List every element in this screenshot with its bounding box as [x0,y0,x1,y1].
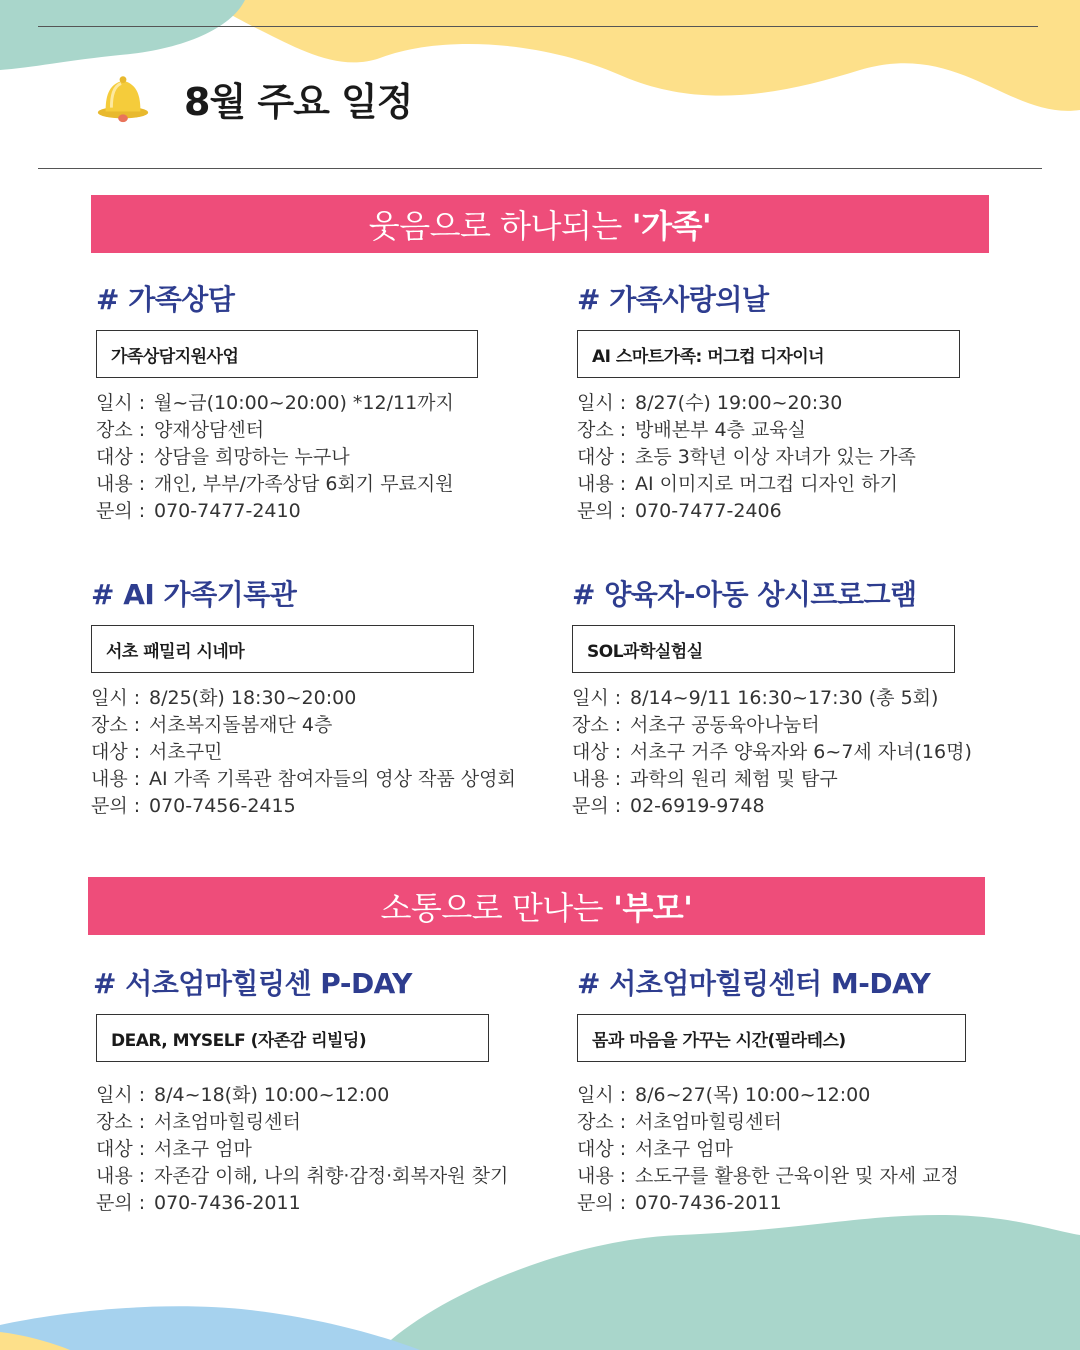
program-name-box: 서초 패밀리 시네마 [91,625,474,673]
detail-contact: 문의 : 070-7436-2011 [96,1192,301,1214]
card-family-love-day [577,282,960,525]
detail-content: 내용 : 자존감 이해, 나의 취향·감정·회복자원 찾기 [96,1165,509,1187]
detail-content: 내용 : AI 이미지로 머그컵 디자인 하기 [577,473,899,495]
card-parent-child-program [572,577,972,820]
program-name-box: AI 스마트가족: 머그컵 디자이너 [577,330,960,378]
detail-list [96,1082,508,1217]
detail-target: 대상 : 서초구 엄마 [96,1138,252,1160]
program-name-box: 가족상담지원사업 [96,330,478,378]
detail-content: 내용 : 과학의 원리 체험 및 탐구 [572,768,838,790]
card-mom-healing-m-day [577,966,966,1217]
detail-target: 대상 : 서초구 엄마 [577,1138,733,1160]
program-name-box: 몸과 마음을 가꾸는 시간(필라테스) [577,1014,966,1062]
card-title: # 양육자-아동 상시프로그램 [572,578,917,611]
program-name-box: SOL과학실험실 [572,625,955,673]
detail-list [577,1082,966,1217]
detail-contact: 문의 : 070-7477-2410 [96,500,301,522]
detail-contact: 문의 : 070-7436-2011 [577,1192,782,1214]
card-title: # 서초엄마힐링센 P-DAY [93,967,412,1000]
detail-place: 장소 : 서초엄마힐링센터 [577,1111,782,1133]
detail-list [96,390,478,525]
program-name-box: DEAR, MYSELF (자존감 리빌딩) [96,1014,489,1062]
card-ai-family-archive [91,577,516,820]
detail-content: 내용 : 개인, 부부/가족상담 6회기 무료지원 [96,473,454,495]
detail-target: 대상 : 서초구 거주 양육자와 6~7세 자녀(16명) [572,741,972,763]
top-teal-wave [0,0,245,70]
card-family-counseling [96,282,478,525]
detail-target: 대상 : 상담을 희망하는 누구나 [96,446,350,468]
detail-contact: 문의 : 070-7477-2406 [577,500,782,522]
bell-icon [94,69,152,127]
detail-place: 장소 : 서초복지돌봄재단 4층 [91,714,333,736]
card-title: # 가족사랑의날 [577,283,769,316]
detail-target: 대상 : 초등 3학년 이상 자녀가 있는 가족 [577,446,916,468]
header-divider [38,168,1042,169]
card-mom-healing-p-day [93,966,508,1217]
section-banner-family [91,195,989,253]
detail-content: 내용 : AI 가족 기록관 참여자들의 영상 작품 상영회 [91,768,516,790]
detail-place: 장소 : 서초구 공동육아나눔터 [572,714,820,736]
detail-place: 장소 : 양재상담센터 [96,419,265,441]
banner-text: 웃음으로 하나되는 [368,207,622,245]
section-banner-parents [88,877,985,935]
detail-contact: 문의 : 02-6919-9748 [572,795,765,817]
detail-date: 일시 : 8/25(화) 18:30~20:00 [91,687,357,709]
detail-list [572,685,972,820]
detail-date: 일시 : 8/27(수) 19:00~20:30 [577,392,843,414]
page-header [94,68,412,128]
card-title: # 가족상담 [96,283,235,316]
top-divider [38,26,1038,27]
detail-date: 일시 : 8/6~27(목) 10:00~12:00 [577,1084,871,1106]
detail-content: 내용 : 소도구를 활용한 근육이완 및 자세 교정 [577,1165,959,1187]
banner-text: 소통으로 만나는 [380,889,604,927]
detail-list [577,390,960,525]
detail-place: 장소 : 서초엄마힐링센터 [96,1111,301,1133]
bottom-teal-wave [380,1215,1080,1350]
detail-contact: 문의 : 070-7456-2415 [91,795,296,817]
detail-list [91,685,516,820]
card-title: # 서초엄마힐링센터 M-DAY [577,967,931,1000]
banner-highlight: '부모' [613,889,693,927]
detail-date: 일시 : 8/4~18(화) 10:00~12:00 [96,1084,390,1106]
page-title: 8월 주요 일정 [184,79,413,124]
card-title: # AI 가족기록관 [91,578,297,611]
bottom-blue-wave [0,1306,420,1350]
detail-target: 대상 : 서초구민 [91,741,223,763]
detail-date: 일시 : 월~금(10:00~20:00) *12/11까지 [96,392,454,414]
banner-highlight: '가족' [631,207,712,245]
detail-date: 일시 : 8/14~9/11 16:30~17:30 (총 5회) [572,687,939,709]
detail-place: 장소 : 방배본부 4층 교육실 [577,419,806,441]
